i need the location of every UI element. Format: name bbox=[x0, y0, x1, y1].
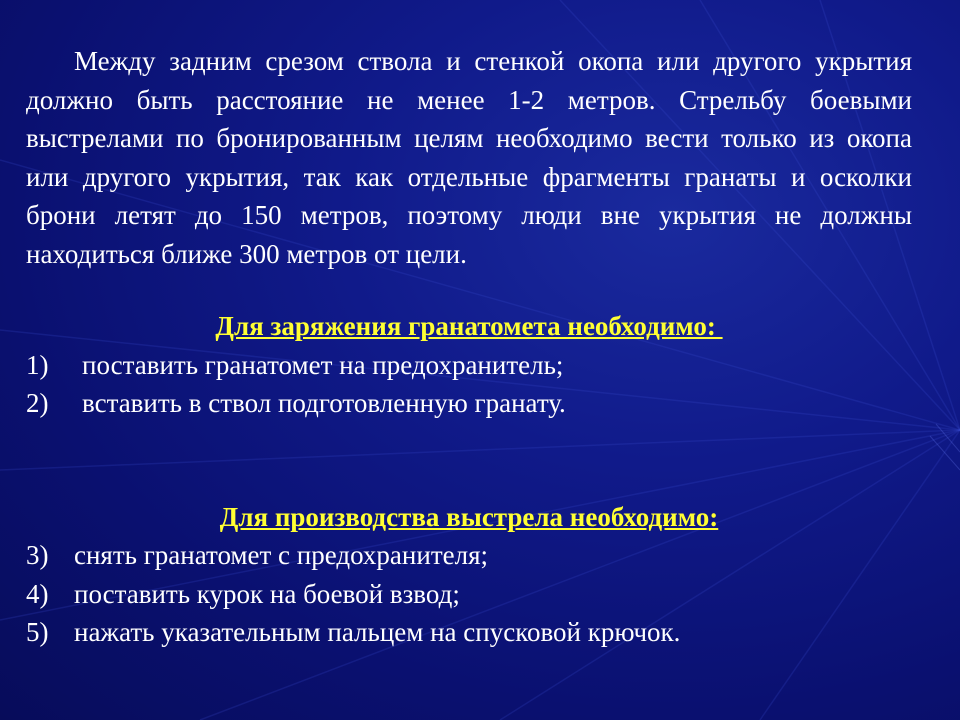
list-item-number: 3) bbox=[26, 540, 49, 570]
list-item-text: нажать указательным пальцем на спусковой крючок. bbox=[74, 617, 681, 647]
list-item bbox=[26, 384, 912, 423]
list-item bbox=[26, 613, 912, 652]
list-item bbox=[26, 575, 912, 614]
list-item bbox=[26, 346, 912, 385]
loading-heading: Для заряжения гранатомета необходимо: bbox=[215, 311, 723, 341]
loading-steps-list bbox=[26, 346, 912, 423]
list-item-number: 5) bbox=[26, 617, 49, 647]
list-item-text: поставить курок на боевой взвод; bbox=[74, 578, 460, 609]
list-item-text: снять гранатомет с предохранителя; bbox=[74, 540, 488, 570]
list-item-text: вставить в ствол подготовленную гранату. bbox=[82, 388, 566, 418]
list-item bbox=[26, 536, 912, 575]
firing-heading: Для производства выстрела необходимо: bbox=[219, 501, 719, 532]
list-item-text: поставить гранатомет на предохранитель; bbox=[82, 349, 564, 380]
list-item-number: 1) bbox=[26, 349, 49, 380]
safety-paragraph: Между задним срезом ствола и стенкой окопа или другого укрытия должно быть расстояние не менее 1-2 метров. Стрельбу боевыми выстрелами по бронированным целям необходимо вести только из окопа или другого укрытия, так как отдельные фрагменты гранаты и осколки брони летят до 150 метров, поэтому люди вне укрытия не должны находиться ближе 300 метров от цели. bbox=[26, 46, 912, 269]
slide-content bbox=[26, 42, 912, 652]
firing-steps-list bbox=[26, 536, 912, 652]
list-item-number: 2) bbox=[26, 388, 49, 418]
list-item-number: 4) bbox=[26, 578, 49, 609]
